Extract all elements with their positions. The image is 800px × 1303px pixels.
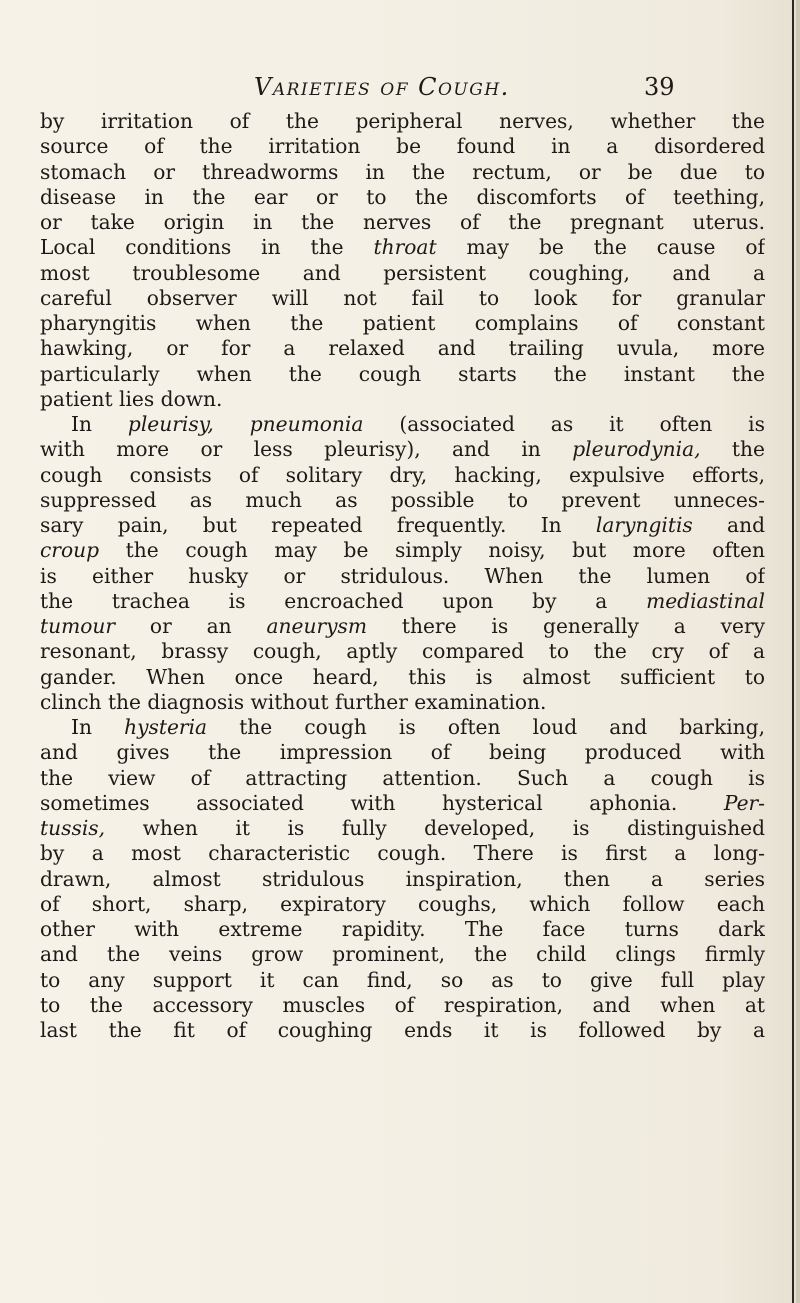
text-run: there is generally a very xyxy=(367,614,765,638)
text-run: clinch the diagnosis without further examination. xyxy=(40,689,547,714)
text-run: gander. When once heard, this is almost sufficient to xyxy=(40,664,765,689)
text-line xyxy=(40,463,765,488)
text-run: suppressed as much as possible to prevent unneces- xyxy=(40,487,765,512)
page-edge-shadow xyxy=(796,0,800,1303)
text-line xyxy=(40,387,765,412)
italic-term: mediastinal xyxy=(646,588,765,613)
text-run: pharyngitis when the patient complains of constant xyxy=(40,311,765,335)
text-line xyxy=(40,488,765,513)
text-line xyxy=(40,134,765,159)
italic-term: hysteria xyxy=(124,715,208,739)
italic-term: laryngitis xyxy=(595,513,693,537)
text-run: particularly when the cough starts the instant the xyxy=(40,361,765,386)
text-run: and the veins grow prominent, the child clings firmly xyxy=(40,942,765,967)
text-run: patient lies down. xyxy=(40,386,223,411)
text-run: most troublesome and persistent coughing, and a xyxy=(40,260,765,285)
text-run: In xyxy=(71,412,128,436)
text-line xyxy=(40,766,765,791)
text-line xyxy=(40,614,765,639)
text-run: source of the irritation be found in a disordered xyxy=(40,134,765,159)
text-line xyxy=(40,715,765,740)
text-line xyxy=(40,513,765,538)
text-line xyxy=(40,968,765,993)
text-run: may be the cause of xyxy=(436,235,765,260)
text-line xyxy=(40,564,765,589)
text-line xyxy=(40,160,765,185)
text-line xyxy=(40,1018,765,1043)
text-run: resonant, brassy cough, aptly compared to the cry of a xyxy=(40,639,765,664)
text-line xyxy=(40,993,765,1018)
italic-term: Per- xyxy=(723,790,765,815)
text-run: or an xyxy=(115,614,267,638)
text-line xyxy=(40,867,765,892)
text-line xyxy=(40,185,765,210)
text-line xyxy=(40,412,765,437)
text-run: and xyxy=(692,513,765,537)
text-run: to any support it can find, so as to give full play xyxy=(40,967,765,992)
text-run: the view of attracting attention. Such a cough is xyxy=(40,765,765,790)
text-run: by irritation of the peripheral nerves, whether the xyxy=(40,109,765,133)
text-line xyxy=(40,235,765,260)
text-run: hawking, or for a relaxed and trailing uvula, more xyxy=(40,336,765,361)
text-run: to the accessory muscles of respiration, and when at xyxy=(40,992,765,1017)
page-number: 39 xyxy=(644,73,675,101)
text-run: sometimes associated with hysterical aphonia. xyxy=(40,790,724,815)
text-line xyxy=(40,639,765,664)
text-run: cough consists of solitary dry, hacking, expulsive efforts, xyxy=(40,462,765,487)
text-run: In xyxy=(71,715,125,739)
text-run: stomach or threadworms in the rectum, or be due to xyxy=(40,159,765,184)
text-line xyxy=(40,942,765,967)
italic-term: tumour xyxy=(40,614,116,638)
text-run: drawn, almost stridulous inspiration, then a series xyxy=(40,866,765,891)
text-run: other with extreme rapidity. The face turns dark xyxy=(40,917,765,941)
text-run: last the fit of coughing ends it is followed by a xyxy=(40,1018,765,1042)
page-edge-line xyxy=(792,0,794,1303)
text-line xyxy=(40,109,765,134)
text-line xyxy=(40,690,765,715)
text-run: when it is fully developed, is distinguished xyxy=(105,816,765,840)
italic-term: pleurodynia, xyxy=(572,437,701,462)
text-run: careful observer will not fail to look for granular xyxy=(40,285,765,310)
text-line xyxy=(40,816,765,841)
text-line xyxy=(40,362,765,387)
text-run: disease in the ear or to the discomforts of teething, xyxy=(40,184,765,209)
running-head-title: Varieties of Cough. xyxy=(254,73,510,101)
text-line xyxy=(40,311,765,336)
text-run: sary pain, but repeated frequently. In xyxy=(40,513,596,537)
body-text xyxy=(40,109,765,1043)
text-run: and gives the impression of being produced with xyxy=(40,740,765,765)
text-line xyxy=(40,892,765,917)
text-run: or take origin in the nerves of the pregnant uterus. xyxy=(40,210,765,234)
italic-term: throat xyxy=(373,235,437,260)
text-run: the cough is often loud and barking, xyxy=(207,715,765,739)
italic-term: pleurisy, pneumonia xyxy=(127,412,364,436)
text-line xyxy=(40,538,765,563)
text-run: by a most characteristic cough. There is first a long- xyxy=(40,841,765,866)
text-run: (associated as it often is xyxy=(363,412,765,436)
italic-term: aneurysm xyxy=(266,614,368,638)
text-line xyxy=(40,210,765,235)
text-line xyxy=(40,437,765,462)
text-line xyxy=(40,917,765,942)
text-line xyxy=(40,791,765,816)
italic-term: tussis, xyxy=(40,816,106,840)
italic-term: croup xyxy=(40,538,100,563)
text-line xyxy=(40,589,765,614)
text-line xyxy=(40,336,765,361)
text-run: is either husky or stridulous. When the lumen of xyxy=(40,563,765,588)
text-run: the trachea is encroached upon by a xyxy=(40,588,647,613)
text-line xyxy=(40,740,765,765)
text-line xyxy=(40,841,765,866)
text-run: Local conditions in the xyxy=(40,235,374,260)
text-run: the xyxy=(700,437,765,462)
text-run: the cough may be simply noisy, but more often xyxy=(99,538,765,563)
text-line xyxy=(40,286,765,311)
text-line xyxy=(40,261,765,286)
text-run: of short, sharp, expiratory coughs, which follow each xyxy=(40,891,765,916)
text-run: with more or less pleurisy), and in xyxy=(40,437,573,462)
text-line xyxy=(40,665,765,690)
